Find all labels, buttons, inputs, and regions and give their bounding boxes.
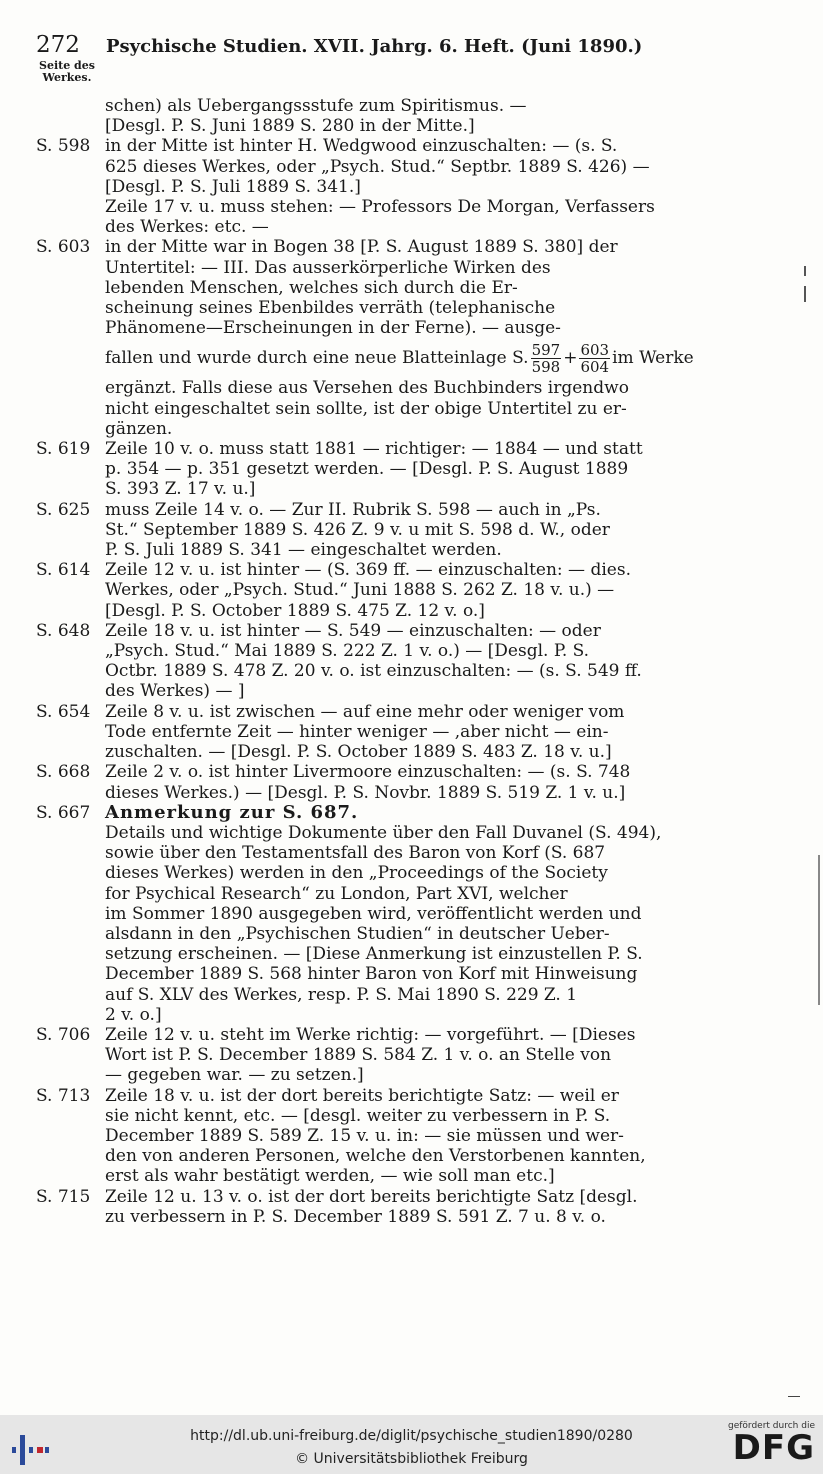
margin-mark bbox=[804, 286, 806, 302]
fraction-line-prefix: fallen und wurde durch eine neue Blatteinlage S. bbox=[105, 348, 529, 369]
text-line: [Desgl. P. S. Juni 1889 S. 280 in der Mitte.] bbox=[105, 116, 475, 137]
correction-entry bbox=[36, 96, 701, 136]
text-line: ergänzt. Falls diese aus Versehen des Buchbinders irgendwo bbox=[105, 378, 629, 399]
fraction-b bbox=[579, 342, 610, 375]
text-line: December 1889 S. 589 Z. 15 v. u. in: — sie müssen und wer- bbox=[105, 1125, 624, 1146]
entry-text bbox=[105, 237, 701, 439]
copyright-notice: © Universitätsbibliothek Freiburg bbox=[295, 1451, 528, 1467]
text-line: Zeile 18 v. u. ist hinter — S. 549 — einzuschalten: — oder bbox=[105, 620, 601, 641]
text-line: dieses Werkes.) — [Desgl. P. S. Novbr. 1889 S. 519 Z. 1 v. u.] bbox=[105, 782, 626, 803]
entry-page-ref: S. 648 bbox=[36, 620, 91, 641]
correction-entry bbox=[36, 1025, 701, 1086]
text-line: P. S. Juli 1889 S. 341 — eingeschaltet werden. bbox=[105, 540, 502, 561]
entry-page-ref: S. 668 bbox=[36, 762, 91, 783]
fraction-line-suffix: im Werke bbox=[612, 348, 694, 369]
text-line: [Desgl. P. S. Juli 1889 S. 341.] bbox=[105, 176, 361, 197]
entry-text bbox=[105, 1025, 701, 1086]
fraction-line bbox=[105, 338, 701, 378]
correction-entry bbox=[36, 500, 701, 561]
correction-entry bbox=[36, 803, 701, 1025]
entry-text bbox=[105, 1187, 701, 1227]
entry-page-ref: S. 706 bbox=[36, 1024, 91, 1045]
page-header bbox=[36, 32, 793, 62]
text-line: sowie über den Testamentsfall des Baron von Korf (S. 687 bbox=[105, 843, 606, 864]
entry-text bbox=[105, 803, 701, 1025]
text-line: December 1889 S. 568 hinter Baron von Korf mit Hinweisung bbox=[105, 964, 638, 985]
text-line: Tode entfernte Zeit — hinter weniger — ,aber nicht — ein- bbox=[105, 721, 609, 742]
text-line: Zeile 17 v. u. muss stehen: — Professors De Morgan, Verfassers bbox=[105, 197, 655, 218]
entry-text bbox=[105, 762, 701, 802]
text-line: gänzen. bbox=[105, 418, 173, 439]
text-line: in der Mitte war in Bogen 38 [P. S. August 1889 S. 380] der bbox=[105, 237, 618, 258]
viewer-footer bbox=[0, 1415, 823, 1474]
text-line: lebenden Menschen, welches sich durch die Er- bbox=[105, 277, 518, 298]
entry-text bbox=[105, 500, 701, 561]
text-line: muss Zeile 14 v. o. — Zur II. Rubrik S. 598 — auch in „Ps. bbox=[105, 499, 601, 520]
text-line: des Werkes: etc. — bbox=[105, 217, 269, 238]
correction-entry bbox=[36, 702, 701, 763]
correction-entry bbox=[36, 762, 701, 802]
document-url[interactable]: http://dl.ub.uni-freiburg.de/diglit/psychische_studien1890/0280 bbox=[190, 1428, 633, 1444]
running-title: Psychische Studien. XVII. Jahrg. 6. Heft. (Juni 1890.) bbox=[106, 36, 643, 57]
text-line: dieses Werkes) werden in den „Proceedings of the Society bbox=[105, 863, 608, 884]
page-body bbox=[36, 96, 701, 1227]
text-line: schen) als Uebergangssstufe zum Spiritismus. — bbox=[105, 96, 527, 116]
column-label-line1: Seite des bbox=[39, 59, 95, 72]
fraction-numerator: 597 bbox=[531, 341, 561, 360]
fraction-a bbox=[531, 342, 562, 375]
text-line: Details und wichtige Dokumente über den Fall Duvanel (S. 494), bbox=[105, 822, 662, 843]
text-line: zu verbessern in P. S. December 1889 S. 591 Z. 7 u. 8 v. o. bbox=[105, 1206, 606, 1227]
entry-page-ref: S. 667 bbox=[36, 802, 91, 823]
text-line: S. 393 Z. 17 v. u.] bbox=[105, 479, 256, 500]
text-line: scheinung seines Ebenbildes verräth (telephanische bbox=[105, 298, 556, 319]
text-line: zuschalten. — [Desgl. P. S. October 1889 S. 483 Z. 18 v. u.] bbox=[105, 742, 612, 763]
text-line: St.“ September 1889 S. 426 Z. 9 v. u mit S. 598 d. W., oder bbox=[105, 519, 610, 540]
dfg-tagline: gefördert durch die bbox=[728, 1421, 815, 1431]
text-line: Zeile 12 v. u. steht im Werke richtig: — vorgeführt. — [Dieses bbox=[105, 1024, 636, 1045]
dfg-logo-text: DFG bbox=[732, 1428, 815, 1468]
entry-text bbox=[105, 439, 701, 500]
text-line: im Sommer 1890 ausgegeben wird, veröffentlicht werden und bbox=[105, 903, 642, 924]
note-heading: Anmerkung zur S. 687. bbox=[105, 801, 359, 823]
correction-entry bbox=[36, 136, 701, 237]
entry-page-ref: S. 654 bbox=[36, 701, 91, 722]
text-line: Werkes, oder „Psych. Stud.“ Juni 1888 S. 262 Z. 18 v. u.) — bbox=[105, 580, 615, 601]
margin-mark bbox=[818, 855, 820, 1005]
entry-page-ref: S. 603 bbox=[36, 237, 91, 258]
text-line: Zeile 10 v. o. muss statt 1881 — richtiger: — 1884 — und statt bbox=[105, 439, 643, 460]
text-line: 625 dieses Werkes, oder „Psych. Stud.“ Septbr. 1889 S. 426) — bbox=[105, 156, 650, 177]
entry-text bbox=[105, 1086, 701, 1187]
text-line: Octbr. 1889 S. 478 Z. 20 v. o. ist einzuschalten: — (s. S. 549 ff. bbox=[105, 661, 642, 682]
entry-text bbox=[105, 96, 701, 136]
correction-entry bbox=[36, 621, 701, 702]
text-line: erst als wahr bestätigt werden, — wie soll man etc.] bbox=[105, 1166, 555, 1187]
entry-page-ref: S. 614 bbox=[36, 560, 91, 581]
correction-entry bbox=[36, 560, 701, 621]
entry-page-ref: S. 619 bbox=[36, 439, 91, 460]
page-number: 272 bbox=[36, 32, 80, 58]
entry-text bbox=[105, 702, 701, 763]
text-line: Zeile 18 v. u. ist der dort bereits berichtigte Satz: — weil er bbox=[105, 1085, 619, 1106]
text-line: for Psychical Research“ zu London, Part XVI, welcher bbox=[105, 883, 568, 904]
text-line: Zeile 2 v. o. ist hinter Livermoore einzuschalten: — (s. S. 748 bbox=[105, 762, 631, 783]
correction-entry bbox=[36, 439, 701, 500]
text-line: nicht eingeschaltet sein sollte, ist der obige Untertitel zu er- bbox=[105, 398, 627, 419]
entry-page-ref: S. 715 bbox=[36, 1186, 91, 1207]
text-line: den von anderen Personen, welche den Verstorbenen kannten, bbox=[105, 1146, 646, 1167]
text-line: p. 354 — p. 351 gesetzt werden. — [Desgl. P. S. August 1889 bbox=[105, 459, 629, 480]
correction-entry bbox=[36, 1187, 701, 1227]
column-label-line2: Werkes. bbox=[42, 71, 92, 84]
text-line: in der Mitte ist hinter H. Wedgwood einzuschalten: — (s. S. bbox=[105, 136, 618, 157]
text-line: Zeile 8 v. u. ist zwischen — auf eine mehr oder weniger vom bbox=[105, 701, 625, 722]
correction-entry bbox=[36, 1086, 701, 1187]
dfg-logo[interactable] bbox=[723, 1421, 815, 1471]
entry-page-ref: S. 625 bbox=[36, 499, 91, 520]
entry-text bbox=[105, 560, 701, 621]
text-line: alsdann in den „Psychischen Studien“ in deutscher Ueber- bbox=[105, 923, 610, 944]
text-line: 2 v. o.] bbox=[105, 1004, 162, 1025]
column-label bbox=[36, 60, 98, 84]
text-line: Untertitel: — III. Das ausserkörperliche Wirken des bbox=[105, 257, 551, 278]
text-line: auf S. XLV des Werkes, resp. P. S. Mai 1890 S. 229 Z. 1 bbox=[105, 984, 578, 1005]
text-line: „Psych. Stud.“ Mai 1889 S. 222 Z. 1 v. o.) — [Desgl. P. S. bbox=[105, 641, 590, 662]
text-line: sie nicht kennt, etc. — [desgl. weiter zu verbessern in P. S. bbox=[105, 1105, 611, 1126]
margin-mark bbox=[804, 266, 806, 276]
entry-text bbox=[105, 136, 701, 237]
fraction-plus: + bbox=[563, 348, 578, 369]
entry-page-ref: S. 598 bbox=[36, 136, 91, 157]
page-end-dash bbox=[788, 1396, 800, 1397]
fraction-denominator: 598 bbox=[531, 358, 561, 377]
text-line: [Desgl. P. S. October 1889 S. 475 Z. 12 v. o.] bbox=[105, 600, 485, 621]
fraction-numerator: 603 bbox=[580, 341, 610, 360]
correction-entry bbox=[36, 237, 701, 439]
entry-page-ref: S. 713 bbox=[36, 1085, 91, 1106]
text-line: — gegeben war. — zu setzen.] bbox=[105, 1065, 364, 1086]
text-line: Zeile 12 u. 13 v. o. ist der dort bereits berichtigte Satz [desgl. bbox=[105, 1186, 638, 1207]
text-line: Phänomene—Erscheinungen in der Ferne). — ausge- bbox=[105, 318, 561, 339]
text-line: Wort ist P. S. December 1889 S. 584 Z. 1 v. o. an Stelle von bbox=[105, 1045, 612, 1066]
text-line: des Werkes) — ] bbox=[105, 681, 245, 702]
text-line: Zeile 12 v. u. ist hinter — (S. 369 ff. — einzuschalten: — dies. bbox=[105, 560, 631, 581]
text-line: setzung erscheinen. — [Diese Anmerkung ist einzustellen P. S. bbox=[105, 944, 643, 965]
entry-text bbox=[105, 621, 701, 702]
fraction-denominator: 604 bbox=[580, 358, 610, 377]
